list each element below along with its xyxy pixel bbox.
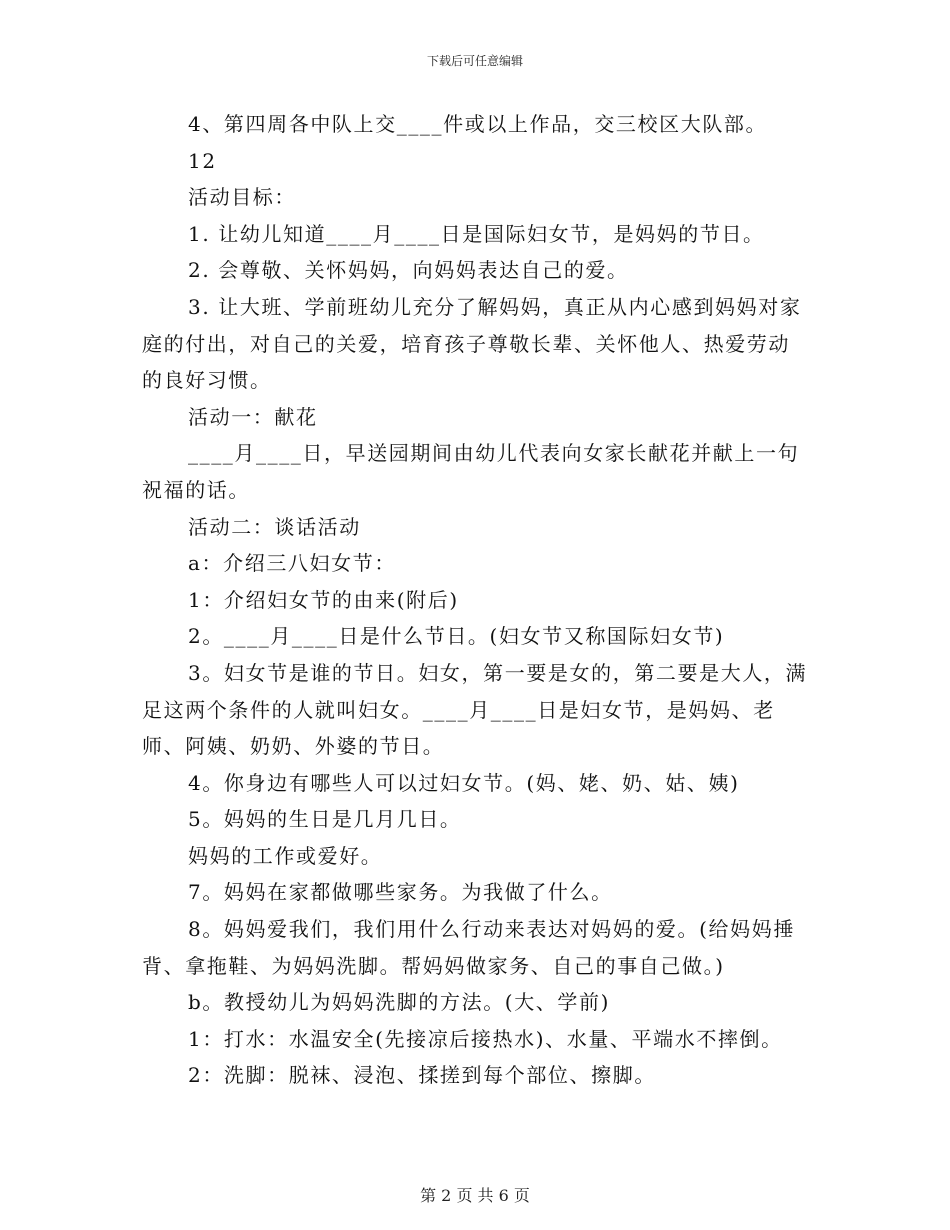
paragraph-item-4: 4、第四周各中队上交____件或以上作品，交三校区大队部。 bbox=[188, 112, 768, 136]
goal-1: 1. 让幼儿知道____月____日是国际妇女节，是妈妈的节日。 bbox=[188, 221, 765, 246]
goal-3: 3. 让大班、学前班幼儿充分了解妈妈，真正从内心感到妈妈对家庭的付出，对自己的关爱，培育孩子尊敬长辈、关怀他人、热爱劳动的良好习惯。 bbox=[142, 294, 802, 393]
section-number: 12 bbox=[188, 148, 217, 173]
a-item-6: 妈妈的工作或爱好。 bbox=[188, 843, 383, 868]
a-item-5: 5。妈妈的生日是几月几日。 bbox=[188, 807, 462, 832]
b-item-2: 2：洗脚：脱袜、浸泡、揉搓到每个部位、擦脚。 bbox=[188, 1063, 656, 1088]
b-item-1: 1：打水：水温安全(先接凉后接热水)、水量、平端水不摔倒。 bbox=[188, 1026, 783, 1051]
a-item-7: 7。妈妈在家都做哪些家务。为我做了什么。 bbox=[188, 880, 613, 905]
subsection-b: b。教授幼儿为妈妈洗脚的方法。(大、学前) bbox=[188, 990, 611, 1015]
activity-1-heading: 活动一：献花 bbox=[188, 404, 318, 429]
a-item-2: 2。____月____日是什么节日。(妇女节又称国际妇女节) bbox=[188, 624, 725, 649]
a-item-3: 3。妇女节是谁的节日。妇女，第一要是女的，第二要是大人，满足这两个条件的人就叫妇女。____月____日是妇女节，是妈妈、老师、阿姨、奶奶、外婆的节日。 bbox=[142, 660, 808, 759]
section-heading-goals: 活动目标： bbox=[188, 185, 296, 210]
document-body bbox=[142, 106, 808, 1094]
a-item-1: 1：介绍妇女节的由来(附后) bbox=[188, 587, 459, 612]
a-item-4: 4。你身边有哪些人可以过妇女节。(妈、姥、奶、姑、姨) bbox=[188, 770, 740, 795]
a-item-8: 8。妈妈爱我们，我们用什么行动来表达对妈妈的爱。(给妈妈捶背、拿拖鞋、为妈妈洗脚。帮妈妈做家务、自己的事自己做。) bbox=[142, 917, 795, 978]
activity-1-text: ____月____日，早送园期间由幼儿代表向女家长献花并献上一句祝福的话。 bbox=[142, 441, 800, 502]
activity-2-heading: 活动二：谈话活动 bbox=[188, 514, 361, 539]
subsection-a: a：介绍三八妇女节： bbox=[188, 551, 396, 576]
page-footer: 第 2 页 共 6 页 bbox=[420, 1186, 530, 1205]
goal-2: 2. 会尊敬、关怀妈妈，向妈妈表达自己的爱。 bbox=[188, 258, 629, 283]
page-header: 下载后可任意编辑 bbox=[426, 54, 523, 68]
